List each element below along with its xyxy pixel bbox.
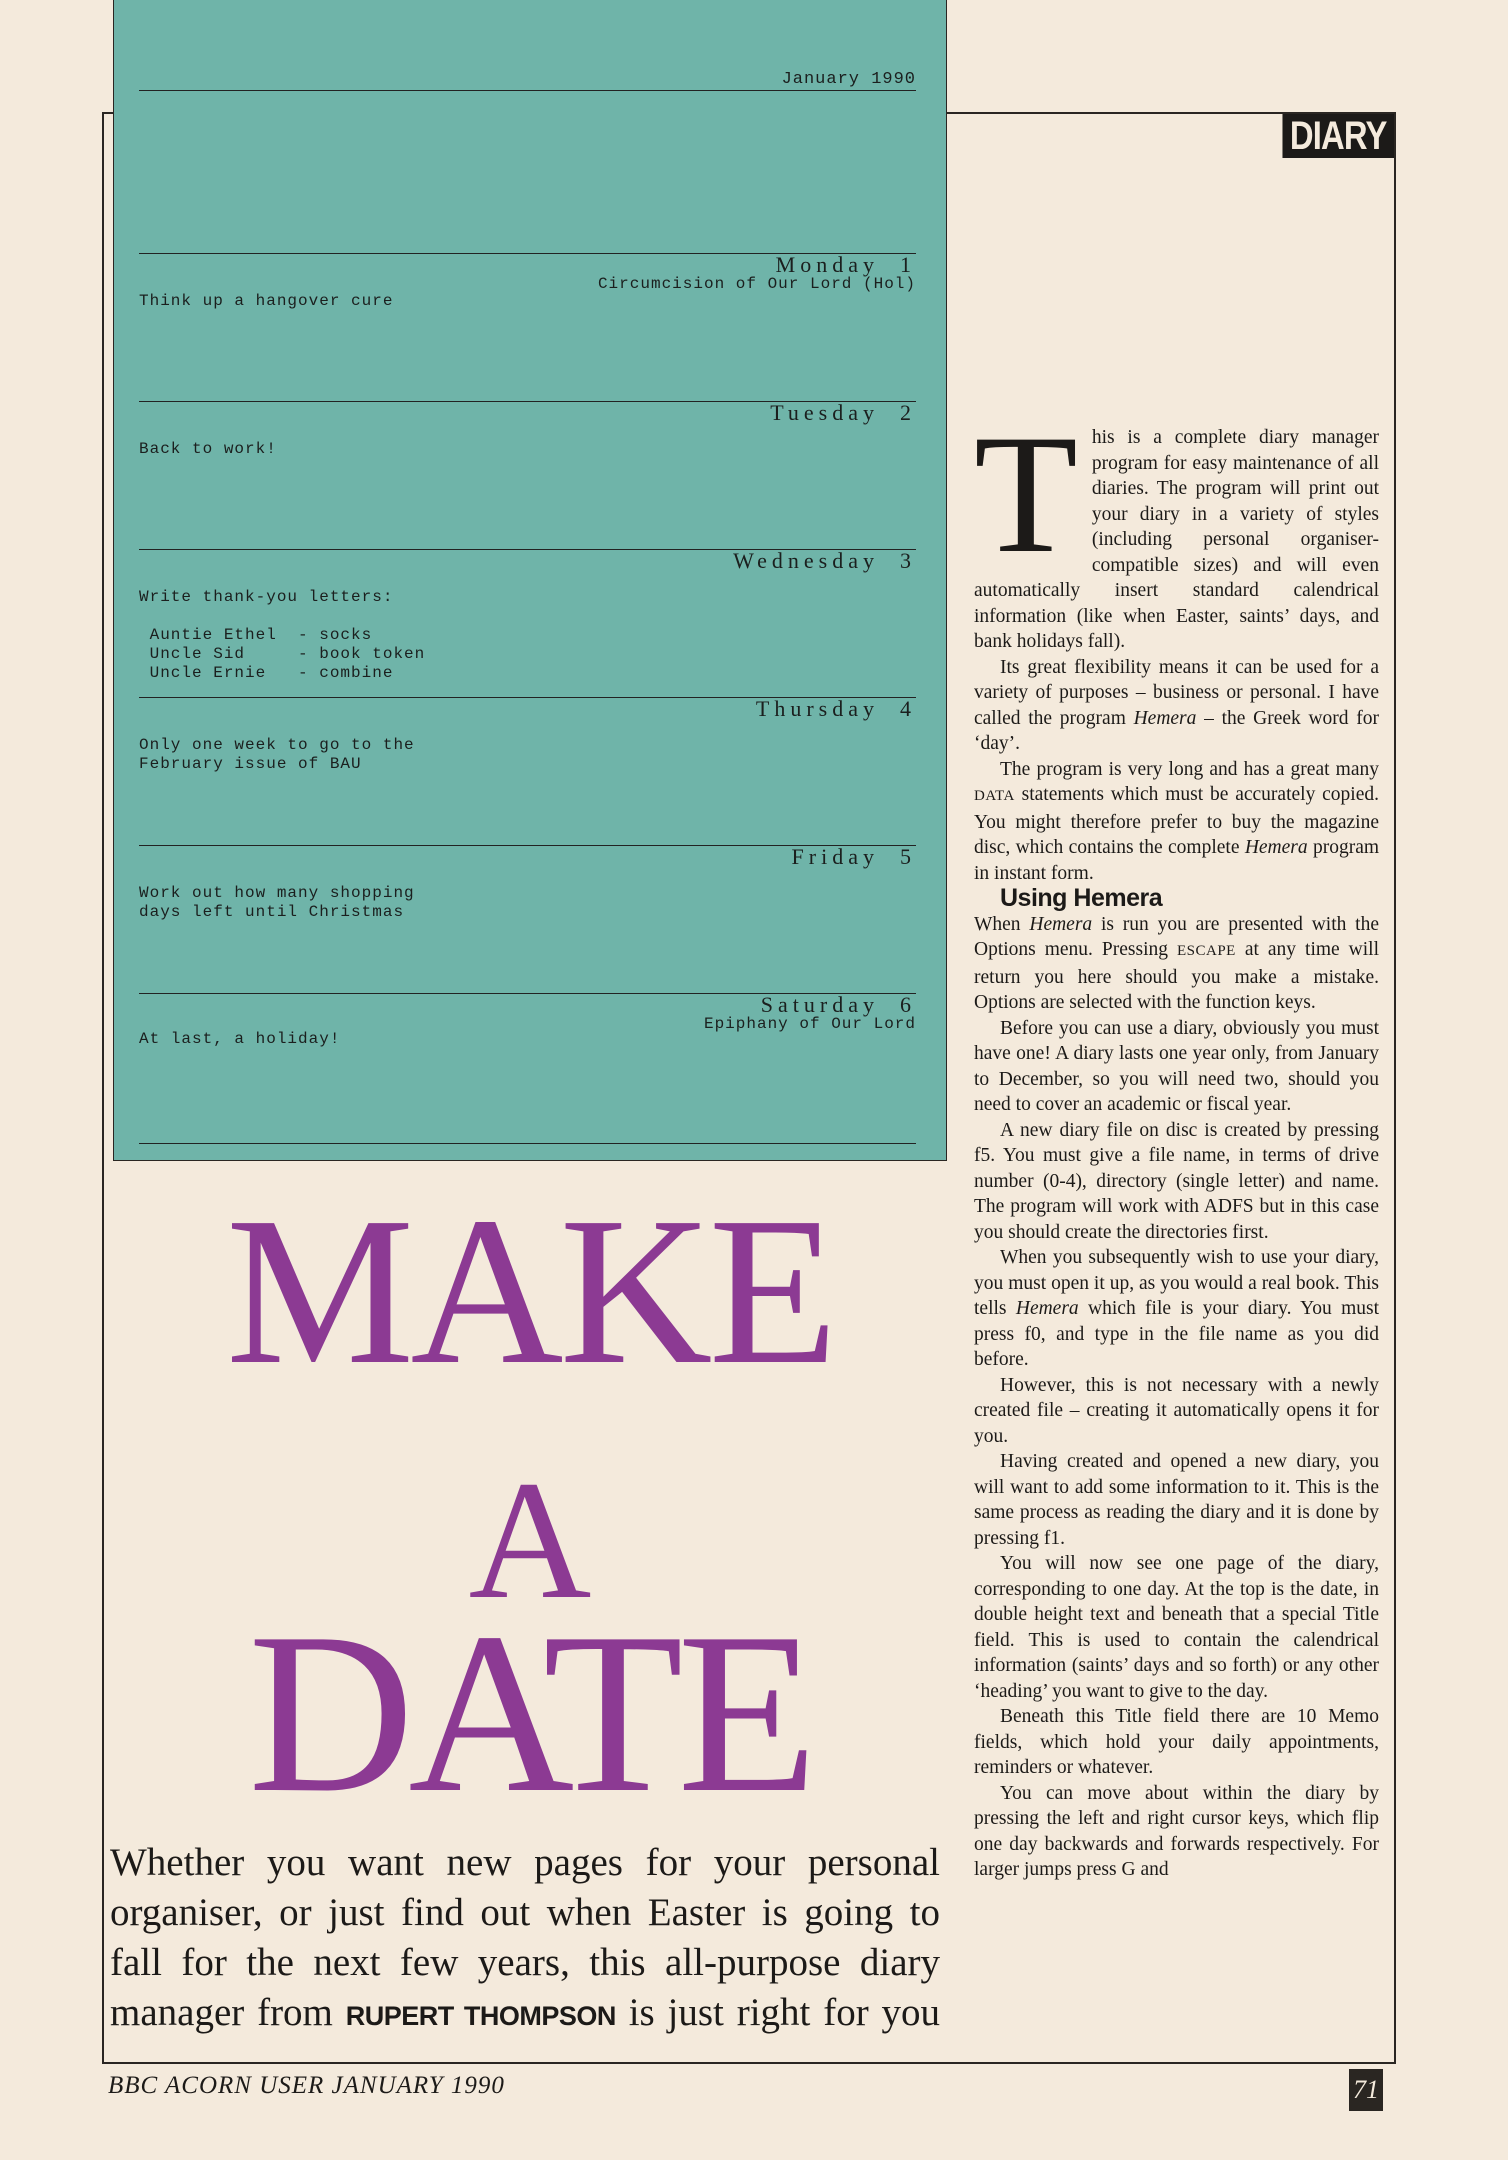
frame-line-right xyxy=(1394,112,1396,2062)
day-memo: At last, a holiday! xyxy=(139,1030,341,1048)
day-heading: Friday 5 xyxy=(791,844,916,869)
day-heading: Thursday 4 xyxy=(755,696,916,721)
paragraph: Having created and opened a new diary, you will want to add some information to it. This is the same process as reading the diary and it is done by pressing f1. xyxy=(974,1451,1379,1549)
headline-date: DATE xyxy=(248,1585,812,1840)
standfirst-text: Whether you want new pages for your personal organiser, or just find out when Easter is going to fall for the next few years, this all-purpose diary manager from xyxy=(110,1841,940,2034)
section-tag: DIARY xyxy=(1282,114,1394,158)
paragraph: Before you can use a diary, obviously you must have one! A diary lasts one year only, from January to December, so you will need two, should you need to cover an academic or fiscal year. xyxy=(974,1017,1379,1115)
diary-printout xyxy=(113,0,947,1161)
paragraph: This is a complete diary manager program for easy maintenance of all diaries. The program will print out your diary in a variety of styles (including personal organiser-compatible sizes) and will even automatically insert standard calendrical information (like when Easter, saints’ days, and bank holidays fall). xyxy=(974,400,1379,652)
printout-rule xyxy=(139,90,916,91)
paragraph: However, this is not necessary with a newly created file – creating it automatically opens it for you. xyxy=(974,1374,1379,1447)
printout-month: January 1990 xyxy=(781,70,916,89)
day-title: Circumcision of Our Lord (Hol) xyxy=(597,275,916,293)
day-heading: Saturday 6 xyxy=(760,992,916,1017)
day-title: Epiphany of Our Lord xyxy=(703,1015,916,1033)
day-memo: Think up a hangover cure xyxy=(139,292,394,310)
paragraph: You can move about within the diary by pressing the left and right cursor keys, which flip one day backwards and forwards respectively. For larger jumps press G and xyxy=(974,1782,1379,1880)
paragraph: When Hemera is run you are presented with the Options menu. Pressing ESCAPE at any time will return you here should you make a mistake. Options are selected with the function keys. xyxy=(974,913,1380,1013)
standfirst xyxy=(110,1838,940,2041)
day-memo: Write thank-you letters: Auntie Ethel - socks Uncle Sid - book token Uncle Ernie - combine xyxy=(139,588,426,682)
subheading: Using Hemera xyxy=(1000,884,1163,912)
paragraph: The program is very long and has a great many DATA statements which must be accurately copied. You might therefore prefer to buy the magazine disc, which contains the complete Hemera program in instant form. xyxy=(974,758,1380,884)
paragraph: When you subsequently wish to use your diary, you must open it up, as you would a real book. This tells Hemera which file is your diary. You must press f0, and type in the file name as you did before. xyxy=(974,1247,1380,1370)
page-footer: BBC ACORN USER JANUARY 1990 xyxy=(108,2072,505,2099)
day-memo: Back to work! xyxy=(139,440,277,458)
day-heading: Monday 1 xyxy=(775,252,916,277)
paragraph: A new diary file on disc is created by pressing f5. You must give a file name, in terms of drive number (0-4), directory (single letter) and name. The program will work with ADFS but in this case you should create the directories first. xyxy=(974,1119,1379,1243)
author-byline: RUPERT THOMPSON xyxy=(345,2001,616,2031)
paragraph: Beneath this Title field there are 10 Memo fields, which hold your daily appointments, reminders or whatever. xyxy=(974,1706,1379,1778)
day-heading: Wednesday 3 xyxy=(733,548,916,573)
standfirst-tail: is just right for you xyxy=(628,1991,941,2034)
frame-line-bottom xyxy=(102,2062,1396,2064)
headline-a: A xyxy=(468,1446,592,1634)
headline-make: MAKE xyxy=(225,1173,835,1408)
day-heading: Tuesday 2 xyxy=(770,400,916,425)
printout-rule xyxy=(139,1143,916,1144)
paragraph: You will now see one page of the diary, corresponding to one day. At the top is the date, in double height text and beneath that a special Title field. This is used to contain the calendrical information (saints’ days and so forth) or any other ‘heading’ you want to give to the day. xyxy=(974,1553,1379,1702)
day-memo: Work out how many shopping days left until Christmas xyxy=(139,884,415,921)
page-number: 71 xyxy=(1349,2069,1383,2111)
day-memo: Only one week to go to the February issue of BAU xyxy=(139,736,415,773)
article-body xyxy=(974,400,1380,1883)
paragraph: Its great flexibility means it can be used for a variety of purposes – business or personal. I have called the program Hemera – the Greek word for ‘day’. xyxy=(974,656,1379,754)
drop-cap: T xyxy=(974,400,1078,588)
